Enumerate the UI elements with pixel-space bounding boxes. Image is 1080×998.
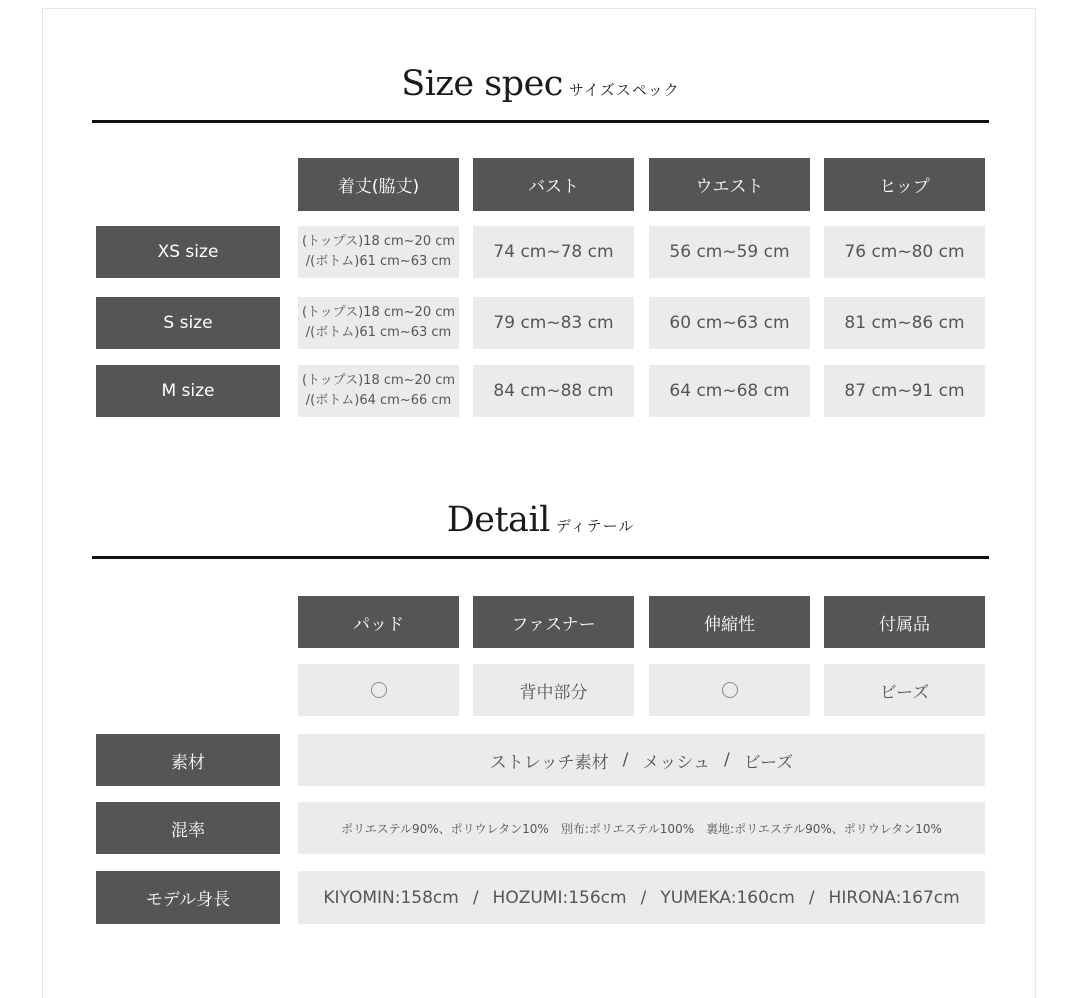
header-fastener: ファスナー xyxy=(473,596,634,648)
material-item: メッシュ xyxy=(642,752,711,773)
cell-m-hip: 87 cm~91 cm xyxy=(824,365,985,417)
header-waist: ウエスト xyxy=(649,158,810,211)
model-item: HOZUMI:156cm xyxy=(492,887,627,908)
cell-s-length-line2: /(ボトム)61 cm~63 cm xyxy=(305,325,452,340)
model-item: YUMEKA:160cm xyxy=(660,887,795,908)
header-pad: パッド xyxy=(298,596,459,648)
header-bust: バスト xyxy=(473,158,634,211)
blend-value: ポリエステル90%、ポリウレタン10% 別布:ポリエステル100% 裏地:ポリエステル90%、ポリウレタン10% xyxy=(298,802,985,854)
separator: / xyxy=(640,887,647,908)
cell-s-length-line1: (トップス)18 cm~20 cm xyxy=(301,305,456,320)
detail-title-en: Detail xyxy=(446,500,550,540)
cell-m-bust: 84 cm~88 cm xyxy=(473,365,634,417)
material-item: ビーズ xyxy=(743,752,794,773)
circle-mark-icon xyxy=(722,682,738,698)
material-label: 素材 xyxy=(96,734,280,786)
separator: / xyxy=(808,887,815,908)
value-pad xyxy=(298,664,459,716)
blend-label: 混率 xyxy=(96,802,280,854)
separator: / xyxy=(472,887,479,908)
value-fastener: 背中部分 xyxy=(473,664,634,716)
model-height-value xyxy=(298,871,985,924)
cell-s-waist: 60 cm~63 cm xyxy=(649,297,810,349)
value-accessory: ビーズ xyxy=(824,664,985,716)
model-item: KIYOMIN:158cm xyxy=(323,887,459,908)
cell-s-bust: 79 cm~83 cm xyxy=(473,297,634,349)
header-hip: ヒップ xyxy=(824,158,985,211)
material-value xyxy=(298,734,985,786)
model-item: HIRONA:167cm xyxy=(828,887,960,908)
detail-title xyxy=(92,500,989,540)
separator: / xyxy=(724,750,730,770)
row-label-s: S size xyxy=(96,297,280,349)
detail-divider xyxy=(92,556,989,559)
cell-xs-length-line2: /(ボトム)61 cm~63 cm xyxy=(305,254,452,269)
size-spec-title-jp: サイズスペック xyxy=(568,81,680,99)
header-length: 着丈(脇丈) xyxy=(298,158,459,211)
cell-s-length xyxy=(298,297,459,349)
row-label-m: M size xyxy=(96,365,280,417)
separator: / xyxy=(622,750,629,770)
cell-xs-waist: 56 cm~59 cm xyxy=(649,226,810,278)
cell-xs-length-line1: (トップス)18 cm~20 cm xyxy=(301,234,456,249)
circle-mark-icon xyxy=(371,682,387,698)
cell-xs-bust: 74 cm~78 cm xyxy=(473,226,634,278)
size-spec-title-en: Size spec xyxy=(401,64,563,104)
value-stretch xyxy=(649,664,810,716)
cell-m-length-line1: (トップス)18 cm~20 cm xyxy=(301,373,456,388)
cell-m-length-line2: /(ボトム)64 cm~66 cm xyxy=(305,393,452,408)
material-item: ストレッチ素材 xyxy=(489,752,609,773)
model-height-label: モデル身長 xyxy=(96,871,280,924)
cell-xs-length xyxy=(298,226,459,278)
cell-s-hip: 81 cm~86 cm xyxy=(824,297,985,349)
size-spec-title xyxy=(92,64,989,104)
cell-m-length xyxy=(298,365,459,417)
header-accessory: 付属品 xyxy=(824,596,985,648)
cell-xs-hip: 76 cm~80 cm xyxy=(824,226,985,278)
detail-title-jp: ディテール xyxy=(555,517,635,535)
header-stretch: 伸縮性 xyxy=(649,596,810,648)
size-spec-divider xyxy=(92,120,989,123)
row-label-xs: XS size xyxy=(96,226,280,278)
cell-m-waist: 64 cm~68 cm xyxy=(649,365,810,417)
